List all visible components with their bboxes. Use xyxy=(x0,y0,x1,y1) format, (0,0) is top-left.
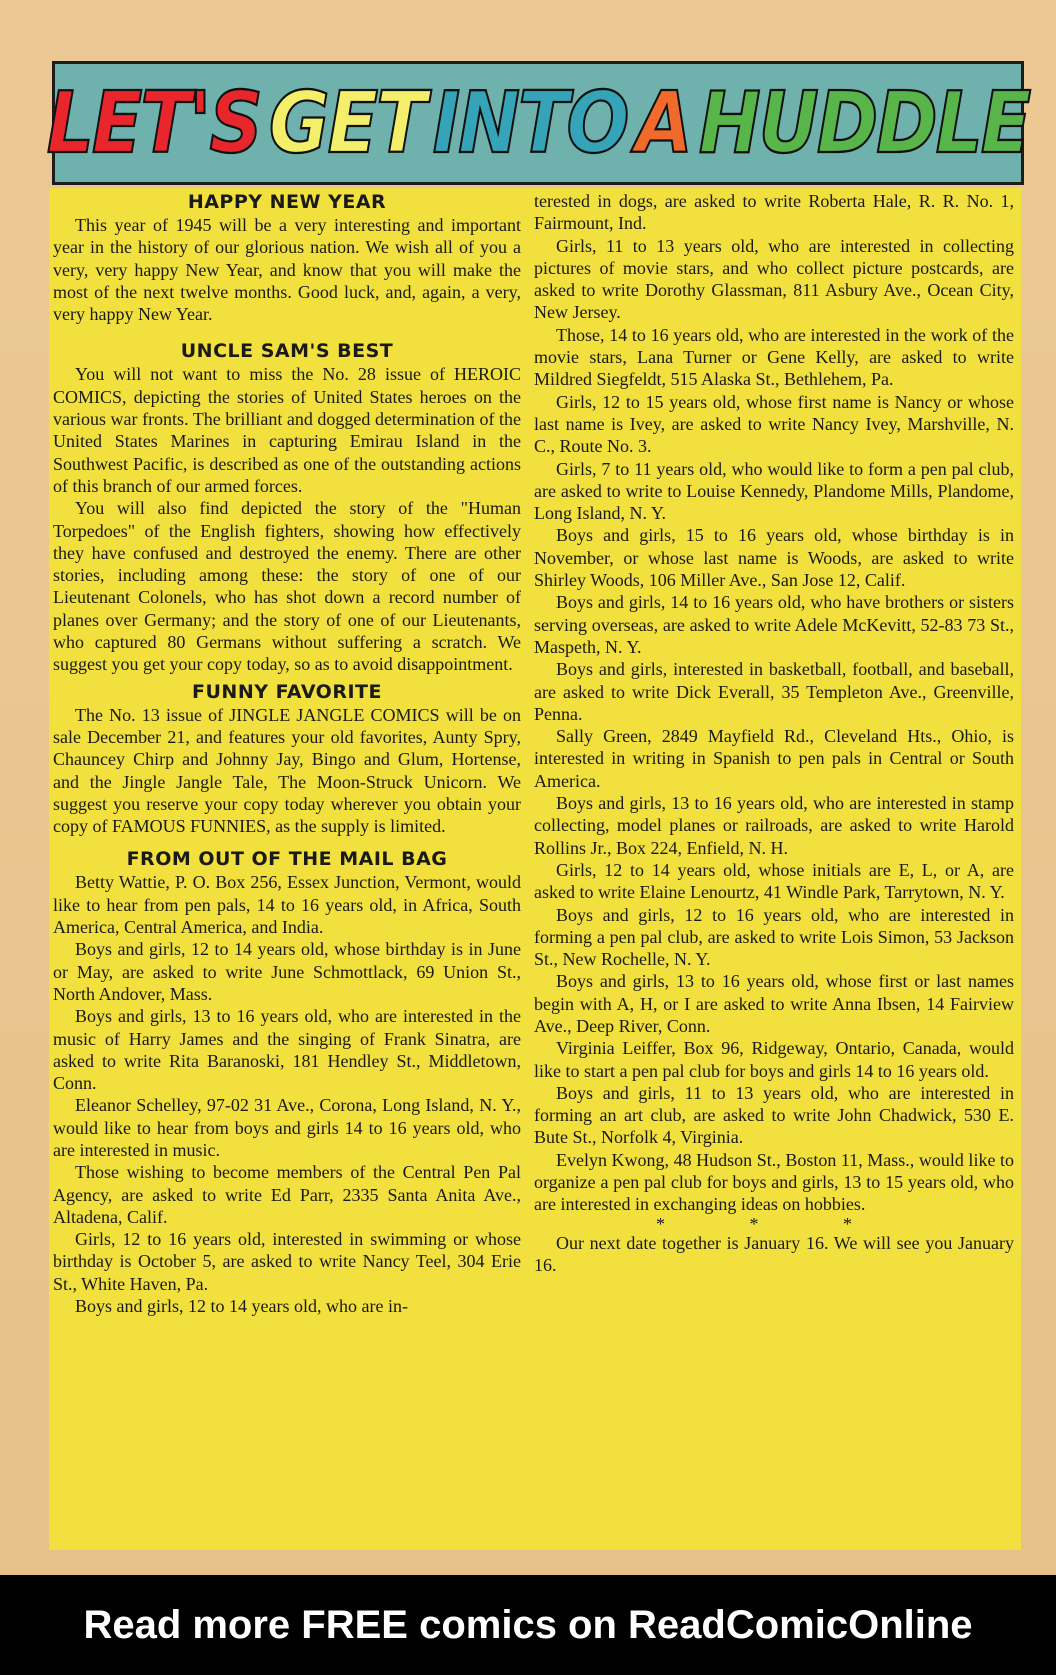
paragraph: Girls, 12 to 14 years old, whose initials are E, L, or A, are asked to write Elaine Lenourtz, 41 Windle Park, Tarrytown, N. Y. xyxy=(534,859,1014,903)
right-column xyxy=(534,190,1014,1276)
paragraph: You will also find depicted the story of the "Human Torpedoes" of the English fighters, showing how effectively they have confused and destroyed the enemy. There are other stories, including among these: the story of one of our Lieutenant Colonels, who has shot down a record number of planes over Germany; and the story of one of our Lieutenants, who captured 80 Germans without suffering a scratch. We suggest you get your copy today, so as to avoid disappointment. xyxy=(53,498,521,675)
paragraph: Those, 14 to 16 years old, who are interested in the work of the movie stars, Lana Turner or Gene Kelly, are asked to write Mildred Siegfeldt, 515 Alaska St., Bethlehem, Pa. xyxy=(534,324,1014,390)
paragraph: Boys and girls, 13 to 16 years old, who are interested in stamp collecting, model planes or railroads, are asked to write Harold Rollins Jr., Box 224, Enfield, N. H. xyxy=(534,793,1014,858)
banner-word: HUDDLE xyxy=(698,73,1030,173)
closing-paragraph: Our next date together is January 16. We will see you January 16. xyxy=(534,1232,1014,1275)
section-heading: FROM OUT OF THE MAIL BAG xyxy=(126,848,448,871)
paragraph: Evelyn Kwong, 48 Hudson St., Boston 11, Mass., would like to organize a pen pal club for boys and girls, 13 to 15 years old, who are interested in exchanging ideas on hobbies. xyxy=(534,1149,1014,1215)
paragraph: The No. 13 issue of JINGLE JANGLE COMICS will be on sale December 21, and features your old favorites, Aunty Spry, Chauncey Chirp and Johnny Jay, Bingo and Glum, Hortense, and the Jingle Jangle Tale, The Moon-Struck Unicorn. We suggest you reserve your copy today wherever you obtain your copy of FAMOUS FUNNIES, as the supply is limited. xyxy=(53,704,521,837)
section-heading: FUNNY FAVORITE xyxy=(192,680,382,703)
paragraph: Virginia Leiffer, Box 96, Ridgeway, Ontario, Canada, would like to start a pen pal club for boys and girls 14 to 16 years old. xyxy=(534,1038,1014,1081)
paragraph: Eleanor Schelley, 97-02 31 Ave., Corona, Long Island, N. Y., would like to hear from boys and girls 14 to 16 years old, who are interested in music. xyxy=(53,1095,521,1160)
paragraph: Boys and girls, 15 to 16 years old, whose birthday is in November, or whose last name is Woods, are asked to write Shirley Woods, 106 Miller Ave., San Jose 12, Calif. xyxy=(534,525,1014,591)
banner-word: LET'S xyxy=(46,73,261,173)
paragraph: Boys and girls, 12 to 14 years old, whose birthday is in June or May, are asked to write June Schmottlack, 69 Union St., North Andover, Mass. xyxy=(53,939,521,1004)
paragraph: You will not want to miss the No. 28 issue of HEROIC COMICS, depicting the stories of United States heroes on the various war fronts. The brilliant and dogged determination of the United States Marines in capturing Emirau Island in the Southwest Pacific, is described as one of the outstanding actions of this branch of our armed forces. xyxy=(53,364,521,496)
left-column xyxy=(53,190,521,1317)
title-banner xyxy=(46,61,1030,185)
paragraph: Boys and girls, 13 to 16 years old, who are interested in the music of Harry James and the singing of Frank Sinatra, are asked to write Rita Baranoski, 181 Hendley St., Middletown, Conn. xyxy=(53,1006,521,1094)
star-divider: * * * xyxy=(656,1213,892,1234)
paragraph: Those wishing to become members of the Central Pen Pal Agency, are asked to write Ed Parr, 2335 Santa Anita Ave., Altadena, Calif. xyxy=(53,1162,521,1227)
banner-word: GET xyxy=(268,73,425,173)
paragraph: terested in dogs, are asked to write Roberta Hale, R. R. No. 1, Fairmount, Ind. xyxy=(534,191,1014,234)
paragraph: Girls, 7 to 11 years old, who would like to form a pen pal club, are asked to write to Louise Kennedy, Plandome Mills, Plandome, Long Island, N. Y. xyxy=(534,458,1014,524)
paragraph: Boys and girls, 12 to 16 years old, who are interested in forming a pen pal club, are asked to write Lois Simon, 53 Jackson St., New Rochelle, N. Y. xyxy=(534,904,1014,970)
paragraph: This year of 1945 will be a very interesting and important year in the history of our glorious nation. We wish all of you a very, very happy New Year, and know that you will make the most of the next twelve months. Good luck, and, again, a very, very happy New Year. xyxy=(53,215,521,325)
paragraph: Betty Wattie, P. O. Box 256, Essex Junction, Vermont, would like to hear from pen pals, 14 to 16 years old, in Africa, South America, Central America, and India. xyxy=(53,872,521,938)
paragraph: Girls, 12 to 16 years old, interested in swimming or whose birthday is October 5, are asked to write Nancy Teel, 304 Erie St., White Haven, Pa. xyxy=(53,1229,521,1294)
paragraph: Boys and girls, 13 to 16 years old, whose first or last names begin with A, H, or I are asked to write Anna Ibsen, 14 Fairview Ave., Deep River, Conn. xyxy=(534,971,1014,1036)
footer-text[interactable]: Read more FREE comics on ReadComicOnline xyxy=(83,1602,973,1647)
banner-word: INTO xyxy=(432,73,628,173)
paragraph: Boys and girls, 11 to 13 years old, who are interested in forming an art club, are asked to write John Chadwick, 530 E. Bute St., Norfolk 4, Virginia. xyxy=(534,1082,1014,1148)
paragraph: Boys and girls, 12 to 14 years old, who are in- xyxy=(75,1296,408,1317)
footer-banner[interactable] xyxy=(0,1575,1056,1675)
paragraph: Boys and girls, interested in basketball, football, and baseball, are asked to write Dick Everall, 35 Templeton Ave., Greenville, Penna. xyxy=(534,659,1014,724)
section-heading: HAPPY NEW YEAR xyxy=(187,191,387,213)
paragraph: Boys and girls, 14 to 16 years old, who have brothers or sisters serving overseas, are asked to write Adele McKevitt, 52-83 73 St., Maspeth, N. Y. xyxy=(534,592,1014,657)
banner-word: A xyxy=(635,73,691,173)
banner-title xyxy=(43,74,1034,173)
paragraph: Sally Green, 2849 Mayfield Rd., Cleveland Hts., Ohio, is interested in writing in Spanish to pen pals in Central or South America. xyxy=(534,726,1014,791)
section-heading: UNCLE SAM'S BEST xyxy=(180,340,394,363)
paragraph: Girls, 12 to 15 years old, whose first name is Nancy or whose last name is Ivey, are asked to write Nancy Ivey, Marshville, N. C., Route No. 3. xyxy=(534,391,1014,457)
paragraph: Girls, 11 to 13 years old, who are interested in collecting pictures of movie stars, and who collect picture postcards, are asked to write Dorothy Glassman, 811 Asbury Ave., Ocean City, New Jersey. xyxy=(534,235,1014,323)
